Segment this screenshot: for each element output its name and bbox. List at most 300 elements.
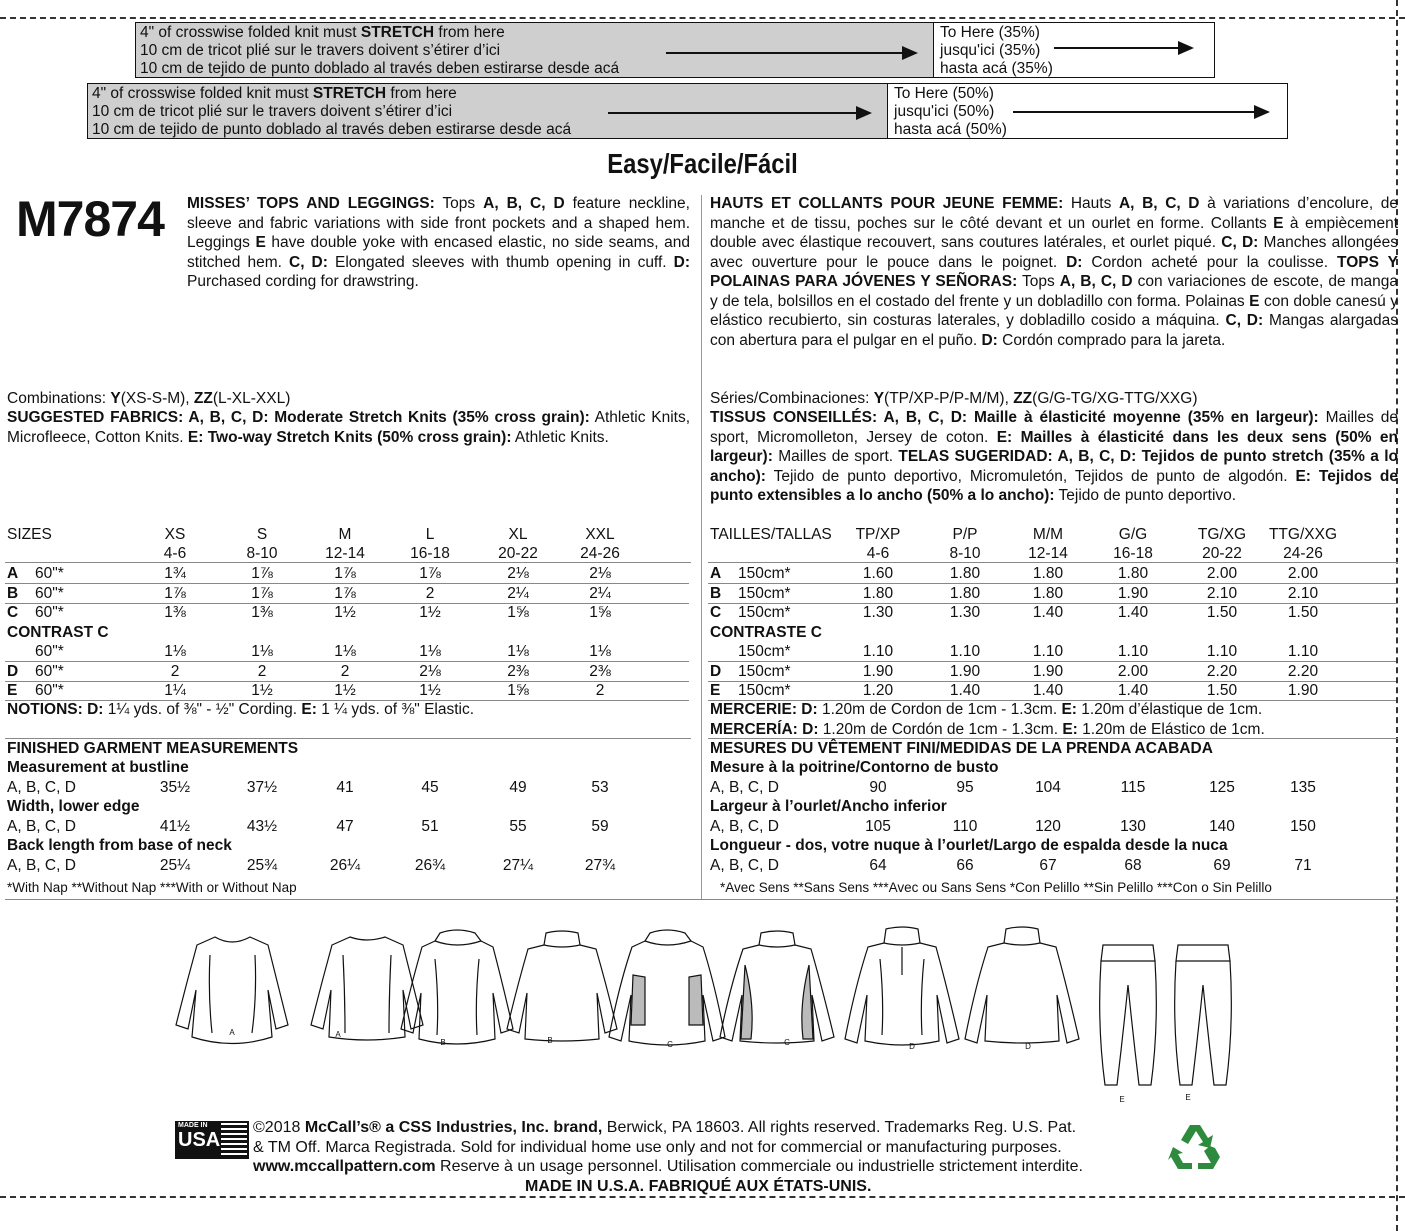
nap-footnote: *With Nap **Without Nap ***With or Without Nap (7, 880, 297, 895)
gauge-to-here: To Here (50%) (894, 85, 994, 102)
bold-text-segment: E: (1062, 721, 1078, 738)
measurement-value: 125 (1209, 778, 1235, 796)
yardage-value: 1.50 (1287, 604, 1319, 621)
yardage-value: 2⅛ (507, 565, 529, 582)
measurements-title: MESURES DU VÊTEMENT FINI/MEDIDAS DE LA PRENDA ACABADA (710, 740, 1213, 757)
table-rule (5, 562, 691, 563)
measurement-value: 45 (421, 778, 439, 796)
size-range: 12-14 (325, 545, 365, 562)
view-label: B (440, 1038, 446, 1047)
measurement-value: 41 (336, 778, 354, 796)
garment-drawings (170, 925, 1240, 1110)
fabrics-fr-es (710, 408, 1398, 506)
yardage-value: 1¼ (164, 682, 186, 699)
yardage-value: 1⅞ (251, 565, 273, 582)
text-segment: have double yoke with encased elastic, no side seams, and stitched hem. (187, 234, 690, 271)
measurement-label: Measurement at bustline (7, 759, 189, 776)
notions-es (710, 720, 1265, 740)
usa-logo-text: USA (178, 1129, 221, 1151)
text-segment: Tops (1017, 273, 1060, 290)
view-label: C (784, 1038, 790, 1047)
text-segment: (XS-S-M), (120, 390, 194, 407)
text-segment: 1¼ yds. of ⅜" - ½" Cording. (103, 701, 302, 718)
bold-text-segment: TOPS Y POLAINAS PARA JÓVENES Y SEÑORAS: (710, 253, 1398, 290)
bold-text-segment: NOTIONS: D: (7, 701, 104, 718)
yardage-value: 1.10 (1117, 643, 1149, 660)
measurement-views: A, B, C, D (710, 778, 779, 796)
yardage-value: 2⅛ (419, 662, 441, 680)
text-segment: feature neckline, sleeve and fabric variations with side front pockets and a shaped hem. Leggings (187, 195, 690, 251)
measurement-value: 150 (1290, 817, 1316, 835)
measurement-views: A, B, C, D (7, 778, 76, 796)
view-label: A (335, 1030, 341, 1039)
fabrics-en (7, 408, 690, 447)
measurement-value: 130 (1120, 817, 1146, 835)
view-letter: E (710, 682, 721, 699)
size-range: 4-6 (163, 545, 187, 562)
gauge-to-here-fr: jusqu'ici (35%) (940, 42, 1041, 59)
bold-text-segment: E (1249, 292, 1260, 310)
yardage-value: 1⅞ (334, 565, 356, 582)
stretch-gauge-35-right (934, 23, 1212, 77)
bold-text-segment: C, D: (1221, 234, 1259, 251)
top-c-front-drawing (609, 930, 725, 1045)
text-segment: 1 ¼ yds. of ⅜" Elastic. (316, 701, 475, 718)
text-segment: Tejido de punto deportivo, Micromuletón, Tejidos de punto de algodón. (765, 467, 1296, 485)
measurement-value: 69 (1213, 856, 1231, 874)
measurement-value: 110 (952, 817, 978, 835)
bold-text-segment: E (1273, 214, 1284, 232)
measurement-value: 66 (956, 856, 974, 874)
measurement-views: A, B, C, D (7, 856, 76, 874)
view-label: B (547, 1036, 553, 1045)
yardage-value: 1⅛ (419, 643, 441, 660)
text-segment: 1.20m d’élastique de 1cm. (1076, 701, 1263, 718)
measurement-value: 47 (336, 817, 354, 835)
view-letter: A (710, 565, 722, 582)
measurement-label: Longueur - dos, votre nuque à l’ourlet/Largo de espalda desde la nuca (710, 837, 1228, 854)
yardage-value: 1⅞ (251, 584, 273, 602)
recycle-icon (1168, 1122, 1222, 1172)
yardage-value: 2⅛ (589, 565, 611, 582)
text-segment: con variaciones de escote, de manga y de tela, bolsillos en el costado del frente y un dobladillo con forma. Polainas (710, 273, 1398, 310)
yardage-value: 1½ (334, 604, 356, 621)
yardage-value: 1.10 (862, 643, 894, 660)
bold-text-segment: SUGGESTED FABRICS: A, B, C, D: Moderate Stretch Knits (35% cross grain): (7, 409, 590, 426)
bold-text-segment: E: Mailles à élasticité dans les deux sens (50% en largeur): (710, 428, 1398, 465)
view-label: C (667, 1040, 673, 1049)
yardage-value: 1¾ (164, 565, 186, 582)
yardage-value: 2 (595, 682, 605, 699)
bold-text-segment: E: (301, 701, 317, 718)
measurement-value: 71 (1294, 856, 1312, 874)
view-letter: B (710, 584, 722, 602)
measurement-value: 95 (956, 778, 974, 796)
copyright-line-1 (253, 1118, 1076, 1138)
made-in-usa-text: MADE IN U.S.A. FABRIQUÉ AUX ÉTATS-UNIS. (525, 1178, 872, 1195)
copyright-line-2: & TM Off. Marca Registrada. Sold for individual home use only and not for commercial or manufacturing purposes. (253, 1139, 1062, 1156)
measurement-value: 43½ (246, 817, 278, 835)
fabric-width: 60"* (35, 643, 64, 660)
notions-en (7, 700, 474, 720)
text-segment: (L-XL-XXL) (212, 390, 291, 407)
yardage-value: 2.00 (1287, 565, 1319, 582)
bold-text-segment: HAUTS ET COLLANTS POUR JEUNE FEMME: (710, 195, 1064, 212)
stretch-gauge-35 (135, 22, 1215, 78)
fabric-width: 150cm* (738, 604, 791, 621)
bold-text-segment: MERCERÍA: D: (710, 721, 819, 738)
fabric-width: 150cm* (738, 682, 791, 699)
gauge-text-es: 10 cm de tejido de punto doblado al través deben estirarse desde acá (92, 121, 572, 138)
measurement-value: 68 (1124, 856, 1142, 874)
yardage-value: 2.20 (1206, 662, 1238, 680)
measurement-views: A, B, C, D (710, 817, 779, 835)
yardage-value: 1.90 (1287, 682, 1319, 699)
measurement-value: 90 (869, 778, 887, 796)
view-label: D (909, 1042, 915, 1051)
bold-text-segment: E: Tejidos de punto extensibles a lo ancho (50% a lo ancho): (710, 467, 1399, 504)
size-header: L (425, 526, 435, 543)
text-segment: (TP/XP-P/P-M/M), (884, 390, 1014, 407)
view-letter: A (7, 565, 19, 582)
bold-text-segment: C, D: (1225, 312, 1264, 329)
text-segment: Mangas alargadas con abertura para el pulgar en el puño. (710, 312, 1398, 349)
yardage-value: 1.40 (1117, 682, 1149, 699)
measurement-value: 26¼ (329, 856, 361, 874)
gauge-text: 4" of crosswise folded knit must (140, 24, 361, 41)
fabric-width: 60"* (35, 604, 64, 621)
size-range: 8-10 (246, 545, 278, 562)
yardage-value: 2 (257, 662, 267, 680)
size-range: 8-10 (949, 545, 981, 562)
yardage-value: 1.40 (949, 682, 981, 699)
yardage-value: 2⅜ (507, 662, 529, 680)
yardage-value: 2.10 (1206, 584, 1238, 602)
size-range: 16-18 (410, 545, 450, 562)
measurement-value: 25¼ (159, 856, 191, 874)
text-segment: à empiècement double avec élastique recouvert, sans coutures latérales, et ourlet piqué. (710, 214, 1399, 251)
arrow-icon (666, 52, 916, 54)
cut-line-right (1396, 0, 1398, 1231)
view-label: D (1025, 1042, 1031, 1051)
yardage-value: 1.90 (949, 662, 981, 680)
yardage-value: 1⅝ (507, 682, 529, 699)
stretch-gauge-35-left (136, 23, 934, 77)
stretch-gauge-50-right (888, 84, 1287, 138)
difficulty-title: Easy/Facile/Fácil (607, 148, 798, 179)
text-segment: à variations d’encolure, de manche et de tissu, poches sur le côté devant et un ourlet en forme. Collants (710, 195, 1398, 232)
contrast-label: CONTRAST C (7, 623, 109, 641)
bold-text-segment: TISSUS CONSEILLÉS: A, B, C, D: Maille à élasticité moyenne (35% en largeur): (710, 409, 1319, 426)
measurement-value: 51 (421, 817, 439, 835)
view-letter: D (7, 662, 19, 680)
measurement-value: 120 (1035, 817, 1061, 835)
view-letter: B (7, 584, 19, 602)
yardage-value: 1⅛ (334, 643, 356, 660)
size-header: TP/XP (855, 526, 901, 543)
measurement-value: 140 (1209, 817, 1235, 835)
size-range: 12-14 (1028, 545, 1068, 562)
bold-text-segment: TELAS SUGERIDAD: A, B, C, D: Tejidos de punto stretch (35% a lo ancho): (710, 448, 1398, 485)
bold-text-segment: ZZ (1013, 390, 1033, 407)
copyright-text-fr: Reserve à un usage personnel. Utilisation commerciale ou industrielle strictement interdite. (435, 1158, 1083, 1175)
size-header: XXL (585, 526, 615, 543)
measurement-value: 59 (591, 817, 609, 835)
measurement-value: 135 (1290, 778, 1316, 796)
leggings-e-back-drawing (1175, 945, 1232, 1085)
yardage-value: 1⅜ (251, 604, 273, 621)
yardage-value: 1.30 (949, 604, 981, 621)
text-segment: Manches allongées avec ouverture pour le pouce dans le poignet. (710, 234, 1398, 271)
measurement-value: 41½ (159, 817, 191, 835)
yardage-value: 1.50 (1206, 604, 1238, 621)
yardage-value: 1⅞ (334, 584, 356, 602)
fabric-width: 150cm* (738, 643, 791, 660)
yardage-value: 1.40 (1032, 682, 1064, 699)
yardage-value: 2.00 (1206, 565, 1238, 582)
stretch-gauge-50-left (88, 84, 888, 138)
measurement-value: 27¼ (502, 856, 534, 874)
text-segment: Athletic Knits. (511, 428, 609, 446)
size-range: 24-26 (1283, 545, 1323, 562)
view-label: E (1185, 1093, 1191, 1102)
yardage-value: 1.60 (862, 565, 894, 582)
yardage-value: 1.10 (949, 643, 981, 660)
yardage-value: 1⅜ (164, 604, 186, 621)
measurement-views: A, B, C, D (7, 817, 76, 835)
gauge-to-here-es: hasta acá (35%) (940, 60, 1053, 77)
bold-text-segment: C, D: (289, 253, 328, 271)
gauge-text: from here (386, 85, 457, 102)
bold-text-segment: E: Two-way Stretch Knits (50% cross grain): (187, 428, 512, 446)
arrow-icon (1013, 111, 1268, 113)
yardage-value: 1½ (419, 682, 441, 699)
pattern-number: M7874 (16, 191, 164, 247)
gauge-to-here-fr: jusqu'ici (50%) (894, 103, 995, 120)
top-b-back-drawing (507, 931, 617, 1041)
table-rule (708, 562, 1398, 563)
bold-text-segment: MISSES’ TOPS AND LEGGINGS: (187, 195, 435, 212)
size-header: XL (508, 526, 528, 543)
top-a-back-drawing (311, 937, 423, 1040)
yardage-value: 2 (340, 662, 350, 680)
yardage-value: 1.10 (1032, 643, 1064, 660)
text-segment: 1.20m de Cordon de 1cm - 1.3cm. (817, 701, 1062, 718)
yardage-value: 1½ (251, 682, 273, 699)
measurement-label: Width, lower edge (7, 798, 140, 815)
text-segment: Cordon acheté pour la coulisse. (1082, 253, 1338, 271)
arrow-icon (608, 112, 870, 114)
yardage-value: 1.80 (949, 565, 981, 582)
yardage-value: 1.50 (1206, 682, 1238, 699)
yardage-value: 2 (425, 584, 435, 602)
text-segment: Elongated sleeves with thumb opening in cuff. (327, 253, 674, 271)
notions-fr (710, 700, 1262, 720)
combinations-en (7, 389, 697, 409)
website-link[interactable]: www.mccallpattern.com (253, 1158, 436, 1175)
measurement-value: 37½ (246, 778, 278, 796)
yardage-value: 2¼ (507, 584, 529, 602)
measurement-value: 115 (1120, 778, 1146, 796)
text-segment: 1.20m de Elástico de 1cm. (1077, 721, 1265, 738)
yardage-value: 2¼ (589, 584, 611, 602)
view-letter: C (7, 604, 19, 621)
yardage-value: 2.10 (1287, 584, 1319, 602)
yardage-value: 1.40 (1117, 604, 1149, 621)
measurement-views: A, B, C, D (710, 856, 779, 874)
text-segment: 1.20m de Cordón de 1cm - 1.3cm. (818, 721, 1063, 738)
description-fr-es (710, 194, 1398, 350)
text-segment: (G/G-TG/XG-TTG/XXG) (1032, 390, 1198, 407)
gauge-text: 4" of crosswise folded knit must (92, 85, 313, 102)
yardage-value: 1½ (334, 682, 356, 699)
size-header: S (256, 526, 268, 543)
yardage-value: 1⅞ (164, 584, 186, 602)
column-divider (701, 195, 702, 900)
fabric-width: 150cm* (738, 662, 791, 680)
text-segment: Combinations: (7, 390, 111, 407)
yardage-value: 2.20 (1287, 662, 1319, 680)
fabric-width: 150cm* (738, 565, 791, 582)
measurement-label: Back length from base of neck (7, 837, 232, 854)
size-header: TG/XG (1197, 526, 1247, 543)
view-letter: D (710, 662, 722, 680)
fabric-width: 60"* (35, 682, 64, 699)
table-rule (5, 899, 1398, 900)
fabric-width: 60"* (35, 565, 64, 582)
yardage-value: 1.80 (1032, 565, 1064, 582)
size-header: P/P (952, 526, 978, 543)
yardage-value: 1⅝ (507, 604, 529, 621)
size-header: M/M (1032, 526, 1064, 543)
bold-text-segment: D: (1066, 253, 1083, 271)
yardage-value: 1⅛ (164, 643, 186, 660)
text-segment: Tops (434, 195, 484, 212)
yardage-value: 1½ (419, 604, 441, 621)
cut-line-top (0, 17, 1405, 19)
fabric-width: 60"* (35, 662, 64, 680)
bold-text-segment: A, B, C, D (1118, 195, 1200, 212)
brand-name: McCall’s® a CSS Industries, Inc. brand, (304, 1119, 603, 1136)
bold-text-segment: Y (110, 390, 121, 407)
size-range: 16-18 (1113, 545, 1153, 562)
gauge-stretch-word: STRETCH (360, 24, 435, 41)
text-segment: Cordón comprado para la jareta. (997, 331, 1226, 349)
measurement-value: 25¾ (246, 856, 278, 874)
view-label: E (1119, 1095, 1125, 1104)
text-segment: Purchased cording for drawstring. (187, 273, 419, 290)
flag-stripes-icon (221, 1123, 247, 1157)
measurement-value: 53 (591, 778, 609, 796)
text-segment: Athletic Knits, Microfleece, Cotton Knits. (7, 409, 691, 446)
yardage-value: 1.20 (862, 682, 894, 699)
yardage-value: 1.90 (862, 662, 894, 680)
measurement-value: 27¾ (584, 856, 616, 874)
yardage-value: 1⅞ (419, 565, 441, 582)
text-segment: Hauts (1063, 195, 1119, 212)
yardage-value: 1.80 (1032, 584, 1064, 602)
made-in-usa-logo (175, 1121, 249, 1159)
leggings-e-front-drawing (1100, 945, 1157, 1085)
bold-text-segment: A, B, C, D (483, 195, 565, 212)
description-en (187, 194, 690, 292)
measurement-label: Largeur à l’ourlet/Ancho inferior (710, 798, 947, 815)
gauge-to-here: To Here (35%) (940, 24, 1040, 41)
size-range: 4-6 (866, 545, 890, 562)
bold-text-segment: E (255, 234, 266, 251)
stretch-gauge-50 (87, 83, 1288, 139)
text-segment: Mailles de sport, Micromolleton, Jersey de coton. (710, 409, 1398, 446)
top-d-front-drawing (845, 927, 959, 1045)
contrast-label: CONTRASTE C (710, 623, 822, 641)
bold-text-segment: A, B, C, D (1059, 273, 1133, 290)
bold-text-segment: Y (873, 390, 885, 407)
sizes-label: TAILLES/TALLAS (710, 526, 832, 543)
copyright-year: ©2018 (253, 1119, 305, 1136)
measurement-value: 35½ (159, 778, 191, 796)
bold-text-segment: E: (1061, 701, 1077, 718)
measurement-value: 64 (869, 856, 887, 874)
yardage-value: 1.40 (1032, 604, 1064, 621)
size-header: M (338, 526, 352, 543)
text-segment: Mailles de sport. (772, 448, 899, 465)
fabric-width: 60"* (35, 584, 64, 602)
yardage-value: 1.80 (862, 584, 894, 602)
measurement-label: Mesure à la poitrine/Contorno de busto (710, 759, 999, 776)
gauge-text-es: 10 cm de tejido de punto doblado al través deben estirarse desde acá (140, 60, 620, 77)
yardage-value: 1.90 (1117, 584, 1149, 602)
arrow-icon (1054, 47, 1192, 49)
yardage-value: 1⅛ (507, 643, 529, 660)
measurement-value: 67 (1039, 856, 1057, 874)
measurements-title: FINISHED GARMENT MEASUREMENTS (7, 740, 299, 757)
usa-logo-made: MADE IN (178, 1122, 208, 1129)
bold-text-segment: D: (673, 253, 690, 271)
yardage-value: 1.80 (1117, 565, 1149, 582)
measurement-value: 49 (509, 778, 527, 796)
text-segment: Tejido de punto deportivo. (1054, 487, 1237, 504)
bold-text-segment: D: (981, 331, 998, 349)
top-c-back-drawing (720, 931, 834, 1043)
yardage-value: 1.10 (1206, 643, 1238, 660)
measurement-value: 26¾ (414, 856, 446, 874)
yardage-value: 1.30 (862, 604, 894, 621)
text-segment: Séries/Combinaciones: (710, 390, 874, 407)
bold-text-segment: MERCERIE: D: (710, 701, 818, 718)
view-label: A (229, 1028, 235, 1037)
yardage-value: 1⅛ (251, 643, 273, 660)
yardage-value: 1.10 (1287, 643, 1319, 660)
sizes-label: SIZES (7, 526, 52, 543)
gauge-stretch-word: STRETCH (312, 85, 387, 102)
size-header: G/G (1118, 526, 1148, 543)
measurement-value: 55 (509, 817, 527, 835)
gauge-text-fr: 10 cm de tricot plié sur le travers doivent s’étirer d’ici (140, 42, 501, 59)
yardage-value: 1⅛ (589, 643, 611, 660)
nap-footnote: *Avec Sens **Sans Sens ***Avec ou Sans Sens *Con Pelillo **Sin Pelillo ***Con o Sin Pelillo (720, 880, 1272, 895)
yardage-value: 2⅜ (589, 662, 611, 680)
top-d-back-drawing (965, 927, 1079, 1043)
copyright-text: Berwick, PA 18603. All rights reserved. Trademarks Reg. U.S. Pat. (602, 1119, 1077, 1136)
view-letter: E (7, 682, 18, 699)
measurement-value: 104 (1035, 778, 1061, 796)
combinations-fr (710, 389, 1400, 409)
copyright-line-3 (253, 1157, 1083, 1177)
yardage-value: 1.90 (1032, 662, 1064, 680)
gauge-text: from here (434, 24, 505, 41)
bold-text-segment: ZZ (193, 390, 213, 407)
gauge-to-here-es: hasta acá (50%) (894, 121, 1007, 138)
